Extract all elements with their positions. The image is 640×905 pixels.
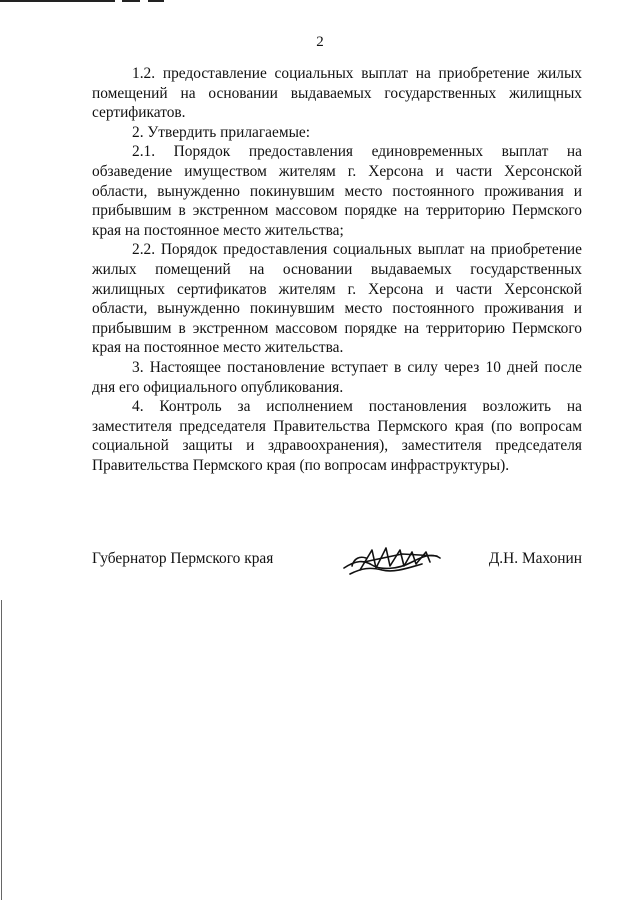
handwritten-signature (342, 540, 442, 580)
paragraph-3: 3. Настоящее постановление вступает в силу через 10 дней после дня его официального опубликования. (92, 358, 582, 396)
document-body (92, 64, 582, 475)
paragraph-2: 2. Утвердить прилагаемые: (132, 123, 311, 141)
scan-mark-top-right (148, 0, 164, 2)
paragraph-1-2: 1.2. предоставление социальных выплат на приобретение жилых помещений на основании выдаваемых государственных жилищных сертификатов. (92, 65, 582, 122)
signatory-position: Губернатор Пермского края (92, 550, 274, 567)
signatory-name: Д.Н. Махонин (488, 550, 582, 567)
paragraph-2-1: 2.1. Порядок предоставления единовременных выплат на обзаведение имуществом жителям г. Херсона и части Херсонской области, вынужденно покинувшим место постоянного проживания и прибывшим в экстренном массовом порядке на территорию Пермского края на постоянное место жительства; (92, 143, 582, 239)
scan-mark-top-left (0, 0, 115, 2)
paragraph-2-2: 2.2. Порядок предоставления социальных выплат на приобретение жилых помещений на основании выдаваемых государственных жилищных сертификатов жителям г. Херсона и части Херсонской области, вынужденно покинувшим место постоянного проживания и прибывшим в экстренном массовом порядке на территорию Пермского края на постоянное место жительства. (92, 241, 582, 357)
page-number: 2 (316, 34, 324, 50)
paragraph-4: 4. Контроль за исполнением постановления возложить на заместителя председателя Правительства Пермского края (по вопросам социальной защиты и здравоохранения), заместителя председателя Правительства Пермского края (по вопросам инфраструктуры). (92, 398, 582, 474)
scan-mark-top-mid (122, 0, 140, 2)
scan-edge-left (1, 600, 2, 900)
signature-block (92, 550, 582, 590)
